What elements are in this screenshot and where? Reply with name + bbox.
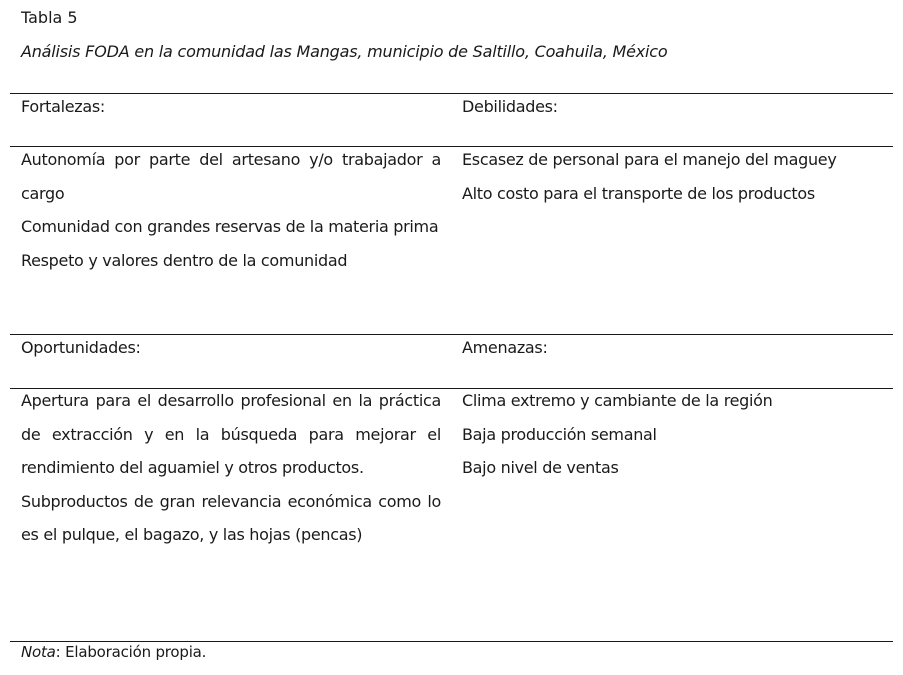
amenaza-item: Clima extremo y cambiante de la región — [462, 391, 773, 410]
cell-amenazas — [462, 384, 887, 485]
debilidad-item: Escasez de personal para el manejo del maguey — [462, 150, 837, 169]
fortaleza-item: Autonomía por parte del artesano y/o trabajador a cargo — [21, 150, 441, 203]
cell-debilidades — [462, 143, 887, 210]
cell-fortalezas — [21, 143, 441, 277]
table-note — [21, 642, 206, 662]
fortaleza-item: Comunidad con grandes reservas de la materia prima — [21, 217, 439, 236]
note-label: Nota — [21, 643, 56, 661]
header-debilidades: Debilidades: — [462, 97, 558, 116]
amenaza-item: Bajo nivel de ventas — [462, 458, 619, 477]
oportunidad-item: Apertura para el desarrollo profesional en la práctica de extracción y en la búsqueda para mejorar el rendimiento del aguamiel y otros productos. — [21, 391, 441, 477]
cell-oportunidades — [21, 384, 441, 552]
table-caption-title: Análisis FODA en la comunidad las Mangas, municipio de Saltillo, Coahuila, México — [21, 42, 668, 61]
fortaleza-item: Respeto y valores dentro de la comunidad — [21, 250, 348, 270]
header-fortalezas: Fortalezas: — [21, 97, 105, 116]
note-text: : Elaboración propia. — [55, 643, 207, 661]
amenaza-item: Baja producción semanal — [462, 424, 657, 444]
top-rule — [10, 93, 893, 94]
oportunidad-item: Subproductos de gran relevancia económica como lo es el pulque, el bagazo, y las hojas (pencas) — [21, 491, 441, 544]
header-amenazas: Amenazas: — [462, 338, 548, 357]
debilidad-item: Alto costo para el transporte de los productos — [462, 183, 815, 203]
header-oportunidades: Oportunidades: — [21, 338, 141, 357]
rule-mid — [10, 334, 893, 335]
table-caption-number: Tabla 5 — [21, 8, 78, 27]
